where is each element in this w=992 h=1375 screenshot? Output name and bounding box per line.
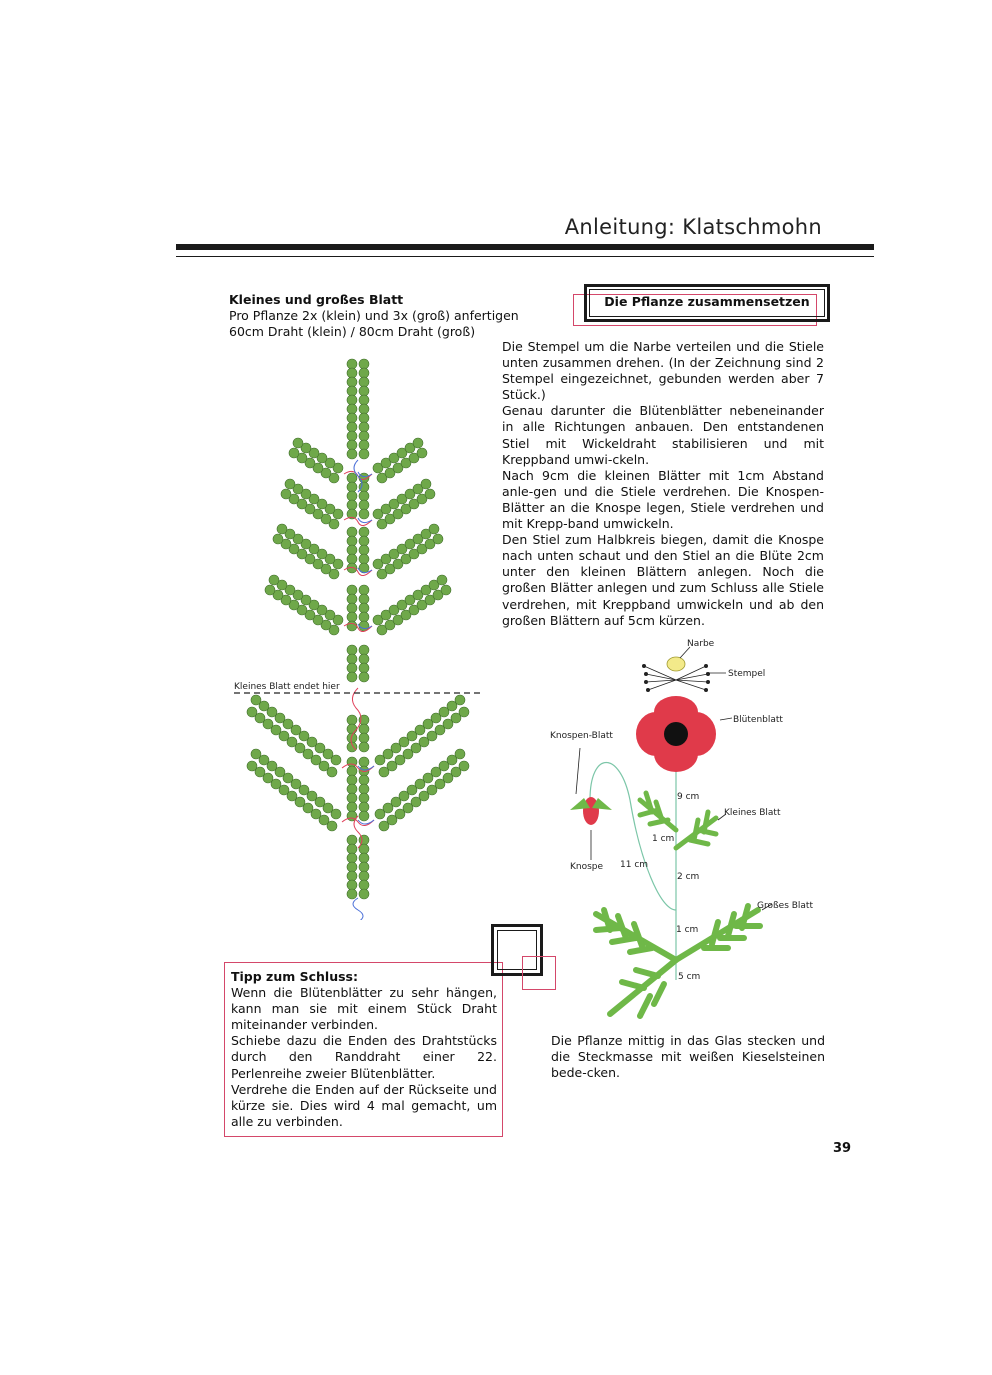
bead bbox=[359, 793, 369, 803]
bead bbox=[347, 554, 357, 564]
bead bbox=[359, 645, 369, 655]
measure-5cm: 5 cm bbox=[678, 972, 701, 982]
bead bbox=[429, 524, 439, 534]
bead bbox=[359, 654, 369, 664]
bead bbox=[347, 793, 357, 803]
bead bbox=[347, 724, 357, 734]
bead bbox=[293, 438, 303, 448]
bead bbox=[359, 775, 369, 785]
bead bbox=[359, 757, 369, 767]
poppy-bud bbox=[570, 797, 612, 825]
bead bbox=[347, 449, 357, 459]
bead bbox=[359, 835, 369, 845]
bead bbox=[359, 742, 369, 752]
poppy-flower bbox=[636, 696, 716, 772]
measure-1cm-large-leaves: 1 cm bbox=[676, 925, 699, 935]
bead bbox=[347, 585, 357, 595]
label-stempel: Stempel bbox=[728, 669, 766, 679]
bead bbox=[347, 784, 357, 794]
bead bbox=[359, 724, 369, 734]
bead bbox=[359, 862, 369, 872]
measure-1cm-small-leaves: 1 cm bbox=[652, 834, 675, 844]
bead bbox=[359, 612, 369, 622]
header-rule-thin bbox=[176, 256, 874, 257]
bead bbox=[359, 395, 369, 405]
instruction-paragraph: Die Stempel um die Narbe verteilen und die Stiele unten zusammen drehen. (In der Zeichnung sind 2 Stempel eingezeichnet, gebunden werden aber 7 Stück.) bbox=[502, 339, 824, 403]
plant-assembly-diagram bbox=[540, 630, 840, 1030]
leaf-section-line-1: Pro Pflanze 2x (klein) und 3x (groß) anfertigen bbox=[229, 308, 519, 323]
bead bbox=[359, 449, 369, 459]
bead bbox=[347, 871, 357, 881]
bead bbox=[347, 482, 357, 492]
bead bbox=[347, 422, 357, 432]
bead bbox=[359, 594, 369, 604]
bead bbox=[347, 835, 357, 845]
assembly-instructions bbox=[502, 339, 824, 629]
measure-11cm: 11 cm bbox=[620, 860, 649, 870]
beaded-leaf-diagram bbox=[228, 350, 488, 920]
bead bbox=[285, 479, 295, 489]
bead bbox=[455, 749, 465, 759]
bead bbox=[347, 654, 357, 664]
leaf-section-heading: Kleines und großes Blatt bbox=[229, 292, 404, 307]
bluetenblatt-pointer bbox=[720, 718, 732, 720]
bead bbox=[359, 509, 369, 519]
bead bbox=[359, 440, 369, 450]
wire bbox=[353, 898, 363, 920]
bead bbox=[359, 491, 369, 501]
bead bbox=[347, 663, 357, 673]
bead bbox=[247, 761, 257, 771]
bead bbox=[413, 438, 423, 448]
bead bbox=[251, 695, 261, 705]
bead bbox=[359, 880, 369, 890]
bead bbox=[347, 404, 357, 414]
divider-label: Kleines Blatt endet hier bbox=[234, 682, 340, 692]
instruction-paragraph: Nach 9cm die kleinen Blätter mit 1cm Abstand anle-gen und die Stiele verdrehen. Die Knospen-Blätter an die Knospe legen, Stiele verdrehen und mit Krepp-band umwickeln. bbox=[502, 467, 824, 532]
bead bbox=[251, 749, 261, 759]
label-grosses-blatt: Großes Blatt bbox=[757, 901, 813, 911]
bead bbox=[347, 377, 357, 387]
label-bluetenblatt: Blütenblatt bbox=[733, 715, 783, 725]
bead bbox=[359, 368, 369, 378]
bead bbox=[437, 575, 447, 585]
bead bbox=[347, 395, 357, 405]
wire bbox=[342, 818, 374, 826]
tip-title: Tipp zum Schluss: bbox=[231, 969, 358, 984]
bead bbox=[417, 448, 427, 458]
label-kleines-blatt: Kleines Blatt bbox=[724, 808, 781, 818]
bead bbox=[359, 733, 369, 743]
bead bbox=[359, 377, 369, 387]
bead bbox=[347, 672, 357, 682]
bead bbox=[459, 707, 469, 717]
label-narbe: Narbe bbox=[687, 639, 715, 649]
bead bbox=[359, 404, 369, 414]
bead bbox=[347, 500, 357, 510]
measure-9cm: 9 cm bbox=[677, 792, 700, 802]
bead bbox=[359, 536, 369, 546]
bead bbox=[347, 431, 357, 441]
final-instruction: Die Pflanze mittig in das Glas stecken und die Steckmasse mit weißen Kieselsteinen bede-cken. bbox=[551, 1033, 825, 1081]
bead bbox=[347, 862, 357, 872]
bead bbox=[347, 889, 357, 899]
leaf-beads-group bbox=[247, 359, 469, 920]
instruction-paragraph: Den Stiel zum Halbkreis biegen, damit die Knospe nach unten schaut und den Stiel an die Blüte 2cm unter den kleinen Blättern anlegen. Noch die großen Blätter anlegen und zum Schluss alle Stiele verdrehen, mit Kreppband umwickeln und ab den großen Blättern auf 5cm kürzen. bbox=[502, 532, 824, 628]
bead bbox=[347, 536, 357, 546]
bead bbox=[347, 545, 357, 555]
bead bbox=[359, 811, 369, 821]
bead bbox=[359, 386, 369, 396]
bead bbox=[277, 524, 287, 534]
bead bbox=[347, 527, 357, 537]
label-knospen-blatt: Knospen-Blatt bbox=[550, 731, 613, 741]
bead bbox=[269, 575, 279, 585]
bead bbox=[359, 663, 369, 673]
header-rule-thick bbox=[176, 244, 874, 250]
bead bbox=[347, 853, 357, 863]
stigma-shape bbox=[667, 657, 685, 671]
tip-box bbox=[231, 969, 497, 1130]
bead bbox=[347, 880, 357, 890]
bead bbox=[347, 413, 357, 423]
bead bbox=[359, 422, 369, 432]
bead bbox=[359, 482, 369, 492]
bead bbox=[281, 489, 291, 499]
bead bbox=[265, 585, 275, 595]
tip-paragraph: Wenn die Blütenblätter zu sehr hängen, kann man sie mit einem Stück Draht miteinander verbinden. bbox=[231, 985, 497, 1033]
bead bbox=[359, 784, 369, 794]
tip-paragraph: Schiebe dazu die Enden des Drahtstücks durch den Randdraht einer 22. Perlenreihe zweier Blütenblätter. bbox=[231, 1033, 497, 1081]
bead bbox=[421, 479, 431, 489]
bead bbox=[359, 603, 369, 613]
bead bbox=[347, 766, 357, 776]
bead bbox=[347, 359, 357, 369]
bead bbox=[359, 431, 369, 441]
bead bbox=[347, 594, 357, 604]
instruction-paragraph: Genau darunter die Blütenblätter nebeneinander in alle Richtungen anbauen. Den entstandenen Stiel mit Wickeldraht stabilisieren und mit Kreppband umwi-ckeln. bbox=[502, 403, 824, 467]
bead bbox=[359, 802, 369, 812]
bead bbox=[359, 545, 369, 555]
decorative-square-accent bbox=[522, 956, 556, 990]
bead bbox=[359, 527, 369, 537]
bead bbox=[347, 491, 357, 501]
bead bbox=[347, 473, 357, 483]
bead bbox=[359, 500, 369, 510]
knospen-blatt-pointer bbox=[576, 748, 580, 794]
bead bbox=[359, 871, 369, 881]
section-title: Die Pflanze zusammensetzen bbox=[604, 294, 810, 309]
bead bbox=[359, 554, 369, 564]
bead bbox=[347, 386, 357, 396]
bead bbox=[347, 603, 357, 613]
bead bbox=[347, 440, 357, 450]
bead bbox=[347, 775, 357, 785]
bead bbox=[347, 645, 357, 655]
measure-2cm: 2 cm bbox=[677, 872, 700, 882]
bead bbox=[347, 368, 357, 378]
bead bbox=[433, 534, 443, 544]
bead bbox=[425, 489, 435, 499]
bead bbox=[247, 707, 257, 717]
page-number: 39 bbox=[833, 1141, 852, 1156]
bead bbox=[359, 585, 369, 595]
bead bbox=[347, 621, 357, 631]
bead bbox=[347, 715, 357, 725]
bead bbox=[347, 612, 357, 622]
bead bbox=[359, 853, 369, 863]
large-leaves bbox=[596, 906, 760, 1016]
bead bbox=[455, 695, 465, 705]
bead bbox=[289, 448, 299, 458]
leaf-section-line-2: 60cm Draht (klein) / 80cm Draht (groß) bbox=[229, 324, 476, 339]
page-header-title: Anleitung: Klatschmohn bbox=[564, 215, 822, 239]
bead bbox=[347, 844, 357, 854]
bead bbox=[359, 672, 369, 682]
tip-paragraph: Verdrehe die Enden auf der Rückseite und kürze sie. Dies wird 4 mal gemacht, um alle zu verbinden. bbox=[231, 1081, 497, 1129]
bead bbox=[359, 413, 369, 423]
bead bbox=[359, 359, 369, 369]
bead bbox=[347, 802, 357, 812]
label-knospe: Knospe bbox=[570, 862, 604, 872]
bead bbox=[359, 889, 369, 899]
bead bbox=[441, 585, 451, 595]
bead bbox=[273, 534, 283, 544]
bead bbox=[459, 761, 469, 771]
